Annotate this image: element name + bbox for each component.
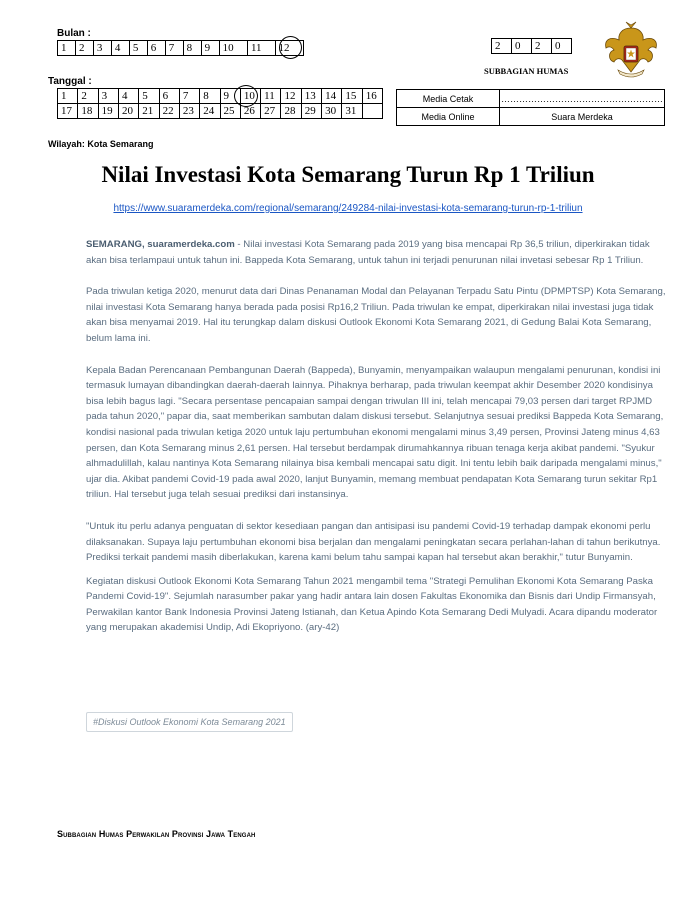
dateline: SEMARANG, suaramerdeka.com: [86, 239, 235, 250]
footer-text: Subbagian Humas Perwakilan Provinsi Jawa Tengah: [57, 829, 256, 839]
tanggal-cell-22: 22: [159, 104, 179, 119]
media-online-value: Suara Merdeka: [500, 108, 665, 126]
tanggal-cell-4: 4: [118, 89, 138, 104]
tanggal-cell-8: 8: [200, 89, 220, 104]
article-title: Nilai Investasi Kota Semarang Turun Rp 1 Triliun: [101, 162, 595, 187]
tanggal-cell-1: 1: [58, 89, 78, 104]
selected-tanggal-circle: [234, 85, 258, 107]
tanggal-cell-24: 24: [200, 104, 220, 119]
article-paragraph-5: Kegiatan diskusi Outlook Ekonomi Kota Semarang Tahun 2021 mengambil tema "Strategi Pemulihan Ekonomi Kota Semarang Paska Pandemi Covid-19". Sejumlah narasumber pakar yang hadir antara lain dosen Fakultas Ekonomika dan Bisnis dari Undip Firmansyah, Perwakilan kantor Bank Indonesia Provinsi Jateng Istianah, dan Ketua Apindo Kota Semarang Dedi Mulyadi. Acara dipandu moderator yang merupakan akademisi Undip, Adi Ekopriyono. (ary-42): [86, 575, 658, 634]
tanggal-cell-6: 6: [159, 89, 179, 104]
year-digit-2: 2: [532, 39, 552, 54]
tanggal-cell-20: 20: [118, 104, 138, 119]
tanggal-label: Tanggal :: [48, 76, 92, 87]
bulan-cell-9: 9: [201, 41, 219, 56]
article-url-link[interactable]: https://www.suaramerdeka.com/regional/semarang/249284-nilai-investasi-kota-semarang-turun-rp-1-triliun: [113, 203, 583, 214]
tanggal-cell-11: 11: [261, 89, 281, 104]
tanggal-cell-19: 19: [98, 104, 118, 119]
bulan-cell-6: 6: [147, 41, 165, 56]
bulan-cell-7: 7: [165, 41, 183, 56]
year-digit-0: 0: [512, 39, 532, 54]
article-paragraph-2: Pada triwulan ketiga 2020, menurut data dari Dinas Penanaman Modal dan Pelayanan Terpadu Satu Pintu (DPMPTSP) Kota Semarang, nilai investasi Kota Semarang hanya berada pada posisi Rp16,2 Triliun. Pada triwulan ke empat, diperkirakan nilai investasi juga tidak akan bisa menyamai 2019. Hal itu terungkap dalam diskusi Outlook Ekonomi Kota Semarang 2021, di Gedung Balai Kota Semarang, belum lama ini.: [86, 286, 666, 344]
tanggal-cell-7: 7: [179, 89, 199, 104]
bulan-cell-11: 11: [247, 41, 275, 56]
media-online-label: Media Online: [397, 108, 500, 126]
tanggal-cell-15: 15: [342, 89, 362, 104]
bulan-cell-2: 2: [75, 41, 93, 56]
article-paragraph-1: [86, 237, 668, 268]
bulan-cell-12: 12: [275, 41, 303, 56]
tanggal-cell-5: 5: [139, 89, 159, 104]
tanggal-cell-17: 17: [58, 104, 78, 119]
tanggal-cell-21: 21: [139, 104, 159, 119]
bulan-cell-4: 4: [111, 41, 129, 56]
bulan-cell-8: 8: [183, 41, 201, 56]
year-digit-0: 0: [552, 39, 572, 54]
unit-name: SUBBAGIAN HUMAS: [484, 66, 569, 76]
tanggal-cell-25: 25: [220, 104, 240, 119]
bulan-cell-5: 5: [129, 41, 147, 56]
tanggal-cell-2: 2: [78, 89, 98, 104]
garuda-emblem-icon: [600, 20, 662, 82]
year-box: [491, 38, 572, 54]
tanggal-cell-9: 9: [220, 89, 240, 104]
tanggal-cell-29: 29: [301, 104, 321, 119]
year-digit-2: 2: [492, 39, 512, 54]
tanggal-cell-10: 10: [240, 89, 260, 104]
wilayah: Wilayah: Kota Semarang: [48, 139, 154, 149]
tanggal-cell-30: 30: [322, 104, 342, 119]
media-cetak-label: Media Cetak: [397, 90, 500, 108]
article-tag[interactable]: #Diskusi Outlook Ekonomi Kota Semarang 2021: [86, 712, 293, 732]
tanggal-cell-empty-15: [362, 104, 382, 119]
tanggal-cell-18: 18: [78, 104, 98, 119]
bulan-table: [57, 40, 304, 56]
media-row-cetak: [397, 90, 665, 108]
tanggal-cell-27: 27: [261, 104, 281, 119]
tanggal-cell-3: 3: [98, 89, 118, 104]
tanggal-cell-26: 26: [240, 104, 260, 119]
tanggal-cell-12: 12: [281, 89, 301, 104]
article-body: [86, 237, 668, 636]
tanggal-cell-28: 28: [281, 104, 301, 119]
tanggal-cell-14: 14: [322, 89, 342, 104]
bulan-cell-1: 1: [58, 41, 76, 56]
media-table: [396, 89, 665, 126]
bulan-label: Bulan :: [57, 28, 91, 39]
selected-bulan-circle: [279, 36, 302, 59]
tanggal-cell-13: 13: [301, 89, 321, 104]
tanggal-table: [57, 88, 383, 119]
media-cetak-value: ………………………………………………: [500, 90, 665, 108]
media-row-online: [397, 108, 665, 126]
tanggal-cell-31: 31: [342, 104, 362, 119]
tanggal-cell-16: 16: [362, 89, 382, 104]
article-paragraph-4: "Untuk itu perlu adanya penguatan di sektor kesediaan pangan dan antisipasi isu pandemi Covid-19 terhadap dampak ekonomi perlu dilaksanakan. Supaya laju pertumbuhan ekonomi bisa berjalan dan mengalami peningkatan secara perlahan-lahan di tahun berikutnya. Prediksi terkait pandemi masih diberlakukan, karena kami belum tahu sampai kapan hal tersebut akan berakhir," tutur Bunyamin.: [86, 520, 661, 564]
paragraph-1-text: - Nilai investasi Kota Semarang pada 2019 yang bisa mencapai Rp 36,5 triliun, diperkirakan tidak akan bisa terlampaui untuk tahun ini. Bappeda Kota Semarang, untuk tahun ini terjadi penurunan nilai invetasi sebesar Rp 1 Triliun.: [86, 239, 650, 266]
bulan-cell-10: 10: [219, 41, 247, 56]
bulan-cell-3: 3: [93, 41, 111, 56]
article-paragraph-3: Kepala Badan Perencanaan Pembangunan Daerah (Bappeda), Bunyamin, menyampaikan walaupun mengalami penurunan, kondisi ini termasuk lumayan dibandingkan daerah-daerah lainnya. Pihaknya berharap, pada triwulan keempat akhir Desember 2020 kondisinya bisa lebih bagus lagi. "Secara persentase pencapaian sampai dengan triwulan III ini, telah mencapai 79,03 persen dari target RPJMD pada tahun 2020," papar dia, saat memberikan sambutan dalam diskusi tersebut. Selanjutnya sesuai prediksi Bappeda Kota Semarang, kondisi nasional pada triwulan ketiga 2020 untuk laju pertumbuhan ekonomi mengalami minus 3,49 persen, Provinsi Jateng minus 4,63 persen, dan Kota Semarang minus 2,61 persen. Hal tersebut berdampak dirumahkannya ribuan tenaga kerja akibat pandemi. "Syukur alhmadulillah, kalau nantinya Kota Semarang nilainya bisa kembali mencapai satu digit. Ini tentu lebih baik daripada mengalami minus," ujar dia. Akibat pandemi Covid-19 pada awal 2020, lanjut Bunyamin, memang membuat pendapatan Kota Semarang turun sekitar Rp1 triliun. Hal tersebut juga telah sesuai prediksi dari instansinya.: [86, 364, 664, 501]
tanggal-cell-23: 23: [179, 104, 199, 119]
